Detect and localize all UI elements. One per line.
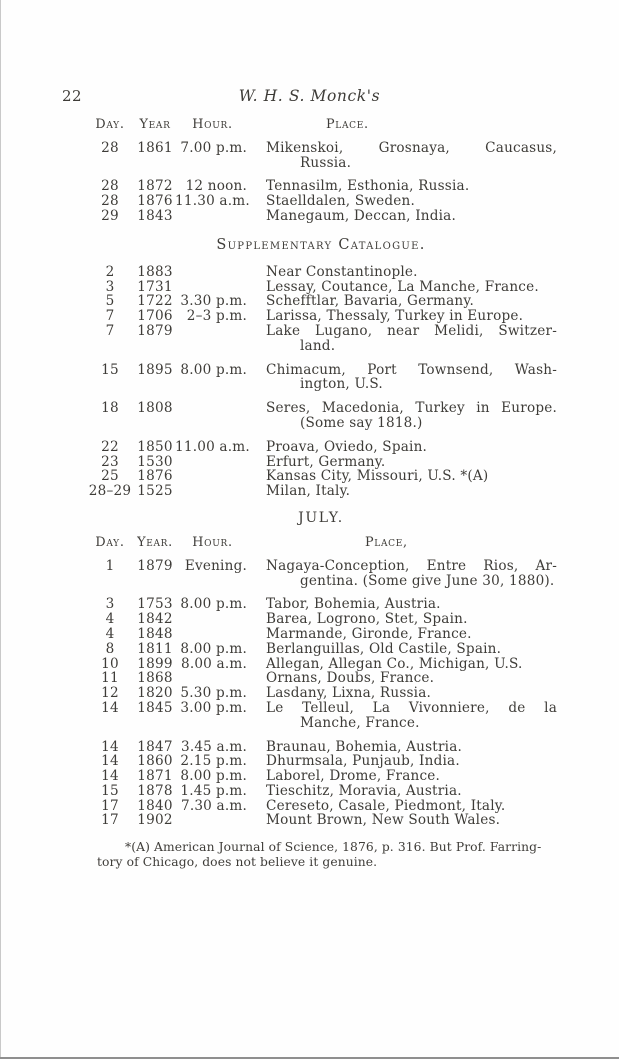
- year-cell: 1871: [137, 768, 173, 785]
- hour-cell: [175, 455, 250, 470]
- table-row: [85, 627, 557, 642]
- july-heading: JULY.: [298, 509, 344, 526]
- running-head: [0, 86, 619, 106]
- table-row: [85, 484, 557, 499]
- year-cell: 1753: [137, 596, 173, 613]
- table-row: [85, 141, 557, 171]
- place-cell: Cereseto, Casale, Piedmont, Italy.: [266, 797, 506, 814]
- place-cell: Le Telleul, La Vivonniere, de la Manche, France.: [266, 699, 557, 731]
- place-cell: Staelldalen, Sweden.: [266, 193, 416, 210]
- table-row: [85, 740, 557, 755]
- table-row: [85, 469, 557, 484]
- hour-cell: [175, 484, 250, 499]
- table-row: [85, 309, 557, 324]
- place-cell: Tabor, Bohemia, Austria.: [266, 596, 441, 613]
- day-cell: 28: [101, 178, 119, 195]
- hour-cell: [175, 209, 250, 224]
- table-body: [85, 141, 557, 224]
- day-column-header: Day.: [95, 117, 125, 132]
- day-cell: 14: [101, 699, 119, 716]
- year-cell: 1722: [137, 293, 173, 310]
- place-cell: Proava, Oviedo, Spain.: [266, 438, 428, 455]
- supplementary-catalogue-heading: Supplementary Catalogue.: [216, 236, 426, 253]
- year-column-header: Year: [139, 117, 171, 132]
- table-row: [85, 813, 557, 828]
- year-cell: 1847: [137, 738, 173, 755]
- place-cell: Seres, Macedonia, Turkey in Europe. (Some say 1818.): [266, 400, 557, 431]
- hour-cell: 8.00 p.m.: [180, 768, 247, 785]
- place-cell: Laborel, Drome, France.: [266, 768, 441, 785]
- table-row: [85, 671, 557, 686]
- year-cell: 1530: [137, 453, 173, 470]
- hour-cell: [175, 265, 250, 280]
- footnote-line: *(A) American Journal of Science, 1876, p. 316. But Prof. Farring-: [125, 840, 542, 855]
- table-row: [85, 294, 557, 309]
- year-cell: 1868: [137, 670, 173, 687]
- day-cell: 12: [101, 685, 119, 702]
- hour-column-header: Hour.: [192, 117, 233, 132]
- place-cell: Nagaya-Conception, Entre Rios, Ar- gentina. (Some give June 30, 1880).: [266, 557, 557, 589]
- day-cell: 4: [105, 611, 115, 628]
- table-row: [85, 597, 557, 612]
- day-cell: 14: [101, 738, 119, 755]
- year-cell: 1872: [137, 178, 173, 195]
- year-cell: 1840: [137, 797, 173, 814]
- day-cell: 3: [105, 278, 115, 295]
- table-row: [85, 657, 557, 672]
- table-row: [85, 754, 557, 769]
- hour-cell: [175, 627, 250, 642]
- hour-cell: [175, 612, 250, 627]
- year-cell: 1842: [137, 611, 173, 628]
- year-cell: 1883: [137, 263, 173, 280]
- hour-cell: 7.00 p.m.: [180, 139, 247, 156]
- hour-cell: 3.30 p.m.: [180, 293, 247, 310]
- table-row: [85, 784, 557, 799]
- place-cell: Mount Brown, New South Wales.: [266, 812, 501, 829]
- year-cell: 1525: [137, 483, 173, 500]
- table-body: [85, 265, 557, 499]
- year-cell: 1899: [137, 655, 173, 672]
- hour-cell: 3.00 p.m.: [180, 699, 247, 716]
- table-row: [85, 559, 557, 589]
- place-cell: Lake Lugano, near Melidi, Switzer- land.: [266, 322, 557, 354]
- place-cell: Tieschitz, Moravia, Austria.: [266, 782, 462, 799]
- scan-left-edge: [0, 0, 1, 1059]
- day-cell: 18: [101, 400, 119, 417]
- place-cell: Erfurt, Germany.: [266, 453, 386, 470]
- table-row: [85, 612, 557, 627]
- place-column-header: Place.: [326, 117, 369, 132]
- hour-cell: [175, 671, 250, 686]
- table-row: [85, 280, 557, 295]
- year-column-header: Year.: [137, 534, 173, 550]
- july-catalogue-table: [85, 536, 557, 828]
- day-cell: 28: [101, 193, 119, 210]
- hour-cell: 8.00 p.m.: [180, 361, 247, 378]
- table-row: [85, 324, 557, 354]
- day-column-header: Day.: [95, 534, 125, 550]
- place-cell: Manegaum, Deccan, India.: [266, 207, 456, 224]
- year-cell: 1879: [137, 322, 173, 339]
- hour-cell: 1.45 p.m.: [180, 782, 247, 799]
- day-cell: 1: [105, 557, 115, 574]
- place-cell: Ornans, Doubs, France.: [266, 670, 435, 687]
- day-cell: 17: [101, 812, 119, 829]
- table-row: [85, 455, 557, 470]
- day-cell: 14: [101, 753, 119, 770]
- place-cell: Berlanguillas, Old Castile, Spain.: [266, 640, 502, 657]
- place-cell: Allegan, Allegan Co., Michigan, U.S.: [266, 655, 523, 672]
- year-cell: 1876: [137, 193, 173, 210]
- hour-cell: 8.00 p.m.: [180, 640, 247, 657]
- year-cell: 1860: [137, 753, 173, 770]
- place-cell: Near Constantinople.: [266, 263, 418, 280]
- hour-cell: [175, 401, 250, 431]
- day-cell: 11: [101, 670, 119, 687]
- hour-cell: [175, 813, 250, 828]
- footnote: [97, 840, 557, 869]
- year-cell: 1811: [137, 640, 173, 657]
- hour-cell: Evening.: [184, 557, 247, 574]
- table-header-row: [85, 536, 557, 551]
- year-cell: 1861: [137, 139, 173, 156]
- year-cell: 1843: [137, 207, 173, 224]
- year-cell: 1902: [137, 812, 173, 829]
- supplementary-catalogue-table: [85, 265, 557, 499]
- day-cell: 7: [105, 322, 115, 339]
- hour-cell: 12 noon.: [185, 178, 247, 195]
- table-row: [85, 194, 557, 209]
- hour-cell: 8.00 a.m.: [180, 655, 247, 672]
- place-cell: Dhurmsala, Punjaub, India.: [266, 753, 460, 770]
- day-cell: 15: [101, 361, 119, 378]
- hour-cell: [175, 280, 250, 295]
- table-row: [85, 701, 557, 731]
- day-cell: 2: [105, 263, 115, 280]
- year-cell: 1879: [137, 557, 173, 574]
- year-cell: 1895: [137, 361, 173, 378]
- hour-cell: [175, 324, 250, 354]
- table-row: [85, 401, 557, 431]
- day-cell: 15: [101, 782, 119, 799]
- day-cell: 4: [105, 625, 115, 642]
- place-cell: Marmande, Gironde, France.: [266, 625, 472, 642]
- day-cell: 28–29: [88, 483, 132, 500]
- table-header-row: [85, 118, 557, 133]
- table-row: [85, 642, 557, 657]
- day-cell: 8: [105, 640, 115, 657]
- place-cell: Kansas City, Missouri, U.S. *(A): [266, 468, 489, 485]
- hour-cell: 11.30 a.m.: [175, 193, 250, 210]
- page-number: 22: [62, 87, 83, 105]
- place-cell: Schefftlar, Bavaria, Germany.: [266, 293, 474, 310]
- june-catalogue-table: [85, 118, 557, 224]
- table-row: [85, 799, 557, 814]
- place-cell: Chimacum, Port Townsend, Wash- ington, U.S.: [266, 361, 557, 393]
- day-cell: 7: [105, 308, 115, 325]
- table-row: [85, 363, 557, 393]
- hour-cell: 2.15 p.m.: [180, 753, 247, 770]
- day-cell: 29: [101, 207, 119, 224]
- day-cell: 23: [101, 453, 119, 470]
- place-column-header: Place,: [365, 534, 408, 550]
- table-row: [85, 209, 557, 224]
- footnote-line: tory of Chicago, does not believe it genuine.: [97, 854, 378, 869]
- year-cell: 1731: [137, 278, 173, 295]
- table-row: [85, 686, 557, 701]
- table-row: [85, 769, 557, 784]
- hour-cell: 2–3 p.m.: [186, 308, 247, 325]
- year-cell: 1848: [137, 625, 173, 642]
- running-title: W. H. S. Monck's: [238, 87, 381, 105]
- year-cell: 1850: [137, 438, 173, 455]
- year-cell: 1876: [137, 468, 173, 485]
- day-cell: 17: [101, 797, 119, 814]
- hour-cell: 7.30 a.m.: [180, 797, 247, 814]
- hour-column-header: Hour.: [192, 534, 233, 550]
- place-cell: Mikenskoi, Grosnaya, Caucasus, Russia.: [266, 139, 557, 171]
- day-cell: 10: [101, 655, 119, 672]
- hour-cell: 3.45 a.m.: [180, 738, 247, 755]
- day-cell: 14: [101, 768, 119, 785]
- place-cell: Lessay, Coutance, La Manche, France.: [266, 278, 539, 295]
- table-row: [85, 440, 557, 455]
- day-cell: 28: [101, 139, 119, 156]
- table-row: [85, 265, 557, 280]
- hour-cell: 5.30 p.m.: [180, 685, 247, 702]
- place-cell: Barea, Logrono, Stet, Spain.: [266, 611, 468, 628]
- place-cell: Milan, Italy.: [266, 483, 351, 500]
- day-cell: 22: [101, 438, 119, 455]
- hour-cell: [175, 469, 250, 484]
- year-cell: 1820: [137, 685, 173, 702]
- day-cell: 25: [101, 468, 119, 485]
- table-body: [85, 559, 557, 829]
- hour-cell: 11.00 a.m.: [175, 438, 250, 455]
- day-cell: 3: [105, 596, 115, 613]
- year-cell: 1878: [137, 782, 173, 799]
- place-cell: Lasdany, Lixna, Russia.: [266, 685, 432, 702]
- place-cell: Braunau, Bohemia, Austria.: [266, 738, 463, 755]
- year-cell: 1706: [137, 308, 173, 325]
- place-cell: Larissa, Thessaly, Turkey in Europe.: [266, 308, 524, 325]
- year-cell: 1845: [137, 699, 173, 716]
- place-cell: Tennasilm, Esthonia, Russia.: [266, 178, 470, 195]
- hour-cell: 8.00 p.m.: [180, 596, 247, 613]
- table-row: [85, 179, 557, 194]
- day-cell: 5: [105, 293, 115, 310]
- year-cell: 1808: [137, 400, 173, 417]
